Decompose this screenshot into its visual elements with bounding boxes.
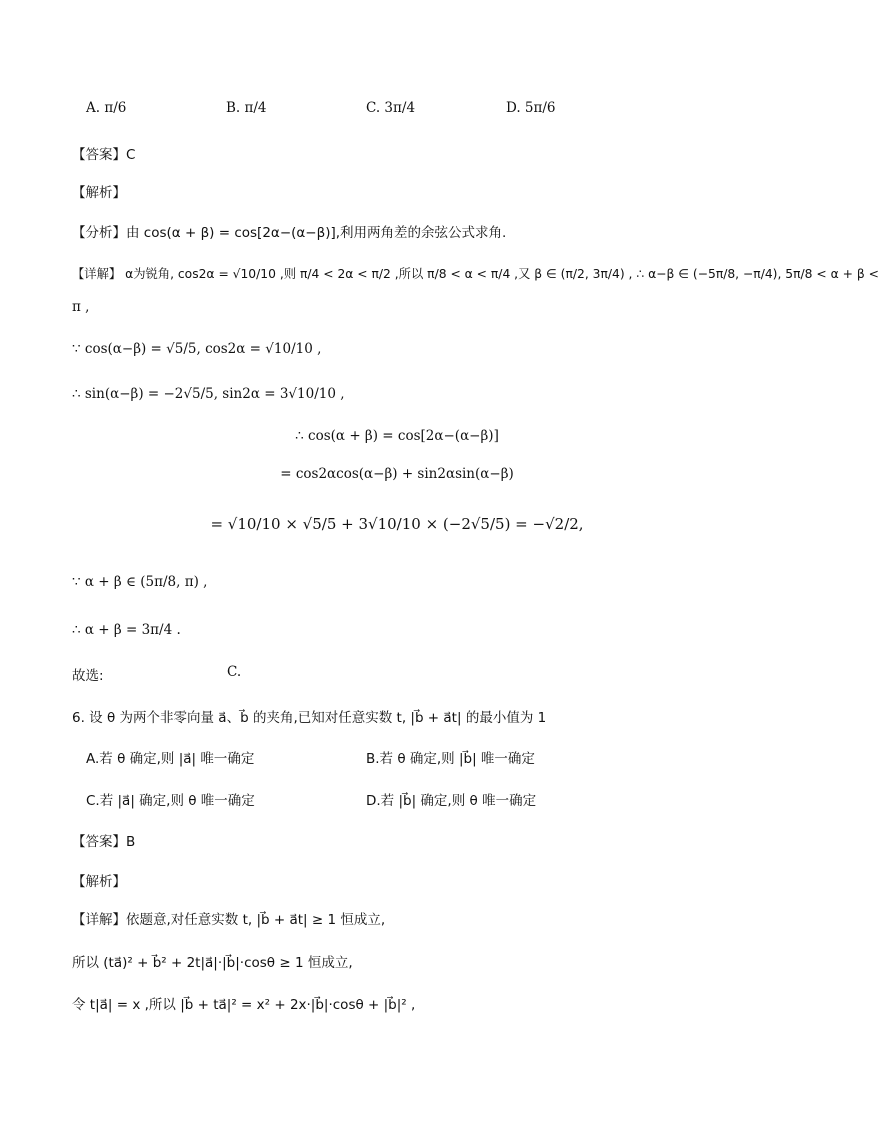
option-c: C. 3π/4 [366, 100, 416, 116]
q6-analysis-label: 【解析】 [72, 874, 126, 890]
q5-step4: ∴ α + β = 3π/4 . [72, 622, 181, 638]
q5-equation-1: ∴ cos(α + β) = cos[2α−(α−β)] [295, 428, 499, 444]
option-a: A. π/6 [86, 100, 127, 116]
q5-equation-3: = √10/10 × √5/5 + 3√10/10 × (−2√5/5) = −√2/2, [210, 515, 584, 533]
q5-analysis-label: 【解析】 [72, 185, 126, 201]
option-d: D. 5π/6 [506, 100, 556, 116]
q6-line2: 所以 (ta⃗)² + b⃗² + 2t|a⃗|·|b⃗|·cosθ ≥ 1 恒成立, [72, 955, 353, 971]
q5-step1: ∵ cos(α−β) = √5/5, cos2α = √10/10 , [72, 341, 322, 357]
q6-option-c: C.若 |a⃗| 确定,则 θ 唯一确定 [86, 793, 255, 809]
q6-line3: 令 t|a⃗| = x ,所以 |b⃗ + ta⃗|² = x² + 2x·|b⃗|·cosθ + |b⃗|² , [72, 997, 416, 1013]
q5-choose-value: C. [227, 664, 242, 680]
q6-option-b: B.若 θ 确定,则 |b⃗| 唯一确定 [366, 751, 535, 767]
q6-xiangjie: 【详解】依题意,对任意实数 t, |b⃗ + a⃗t| ≥ 1 恒成立, [72, 912, 386, 928]
q5-choose-label: 故选: [72, 668, 104, 684]
q5-step3: ∵ α + β ∈ (5π/8, π) , [72, 574, 208, 590]
q5-xiangjie-line2: π , [72, 299, 90, 315]
q5-xiangjie-line1: 【详解】 α为锐角, cos2α = √10/10 ,则 π/4 < 2α < π/2 ,所以 π/8 < α < π/4 ,又 β ∈ (π/2, 3π/4) , ∴ α−β ∈ (−5π/8, −π/4), 5π/8 < α + β < [72, 267, 879, 281]
q5-fenxi: 【分析】由 cos(α + β) = cos[2α−(α−β)],利用两角差的余弦公式求角. [72, 225, 507, 241]
q5-answer: 【答案】C [72, 147, 136, 163]
q6-option-a: A.若 θ 确定,则 |a⃗| 唯一确定 [86, 751, 255, 767]
q5-step2: ∴ sin(α−β) = −2√5/5, sin2α = 3√10/10 , [72, 386, 345, 402]
q6-answer: 【答案】B [72, 834, 136, 850]
q5-equation-2: = cos2αcos(α−β) + sin2αsin(α−β) [280, 466, 514, 482]
q6-option-d: D.若 |b⃗| 确定,则 θ 唯一确定 [366, 793, 537, 809]
q6-stem: 6. 设 θ 为两个非零向量 a⃗、b⃗ 的夹角,已知对任意实数 t, |b⃗ + a⃗t| 的最小值为 1 [72, 710, 547, 726]
option-b: B. π/4 [226, 100, 267, 116]
